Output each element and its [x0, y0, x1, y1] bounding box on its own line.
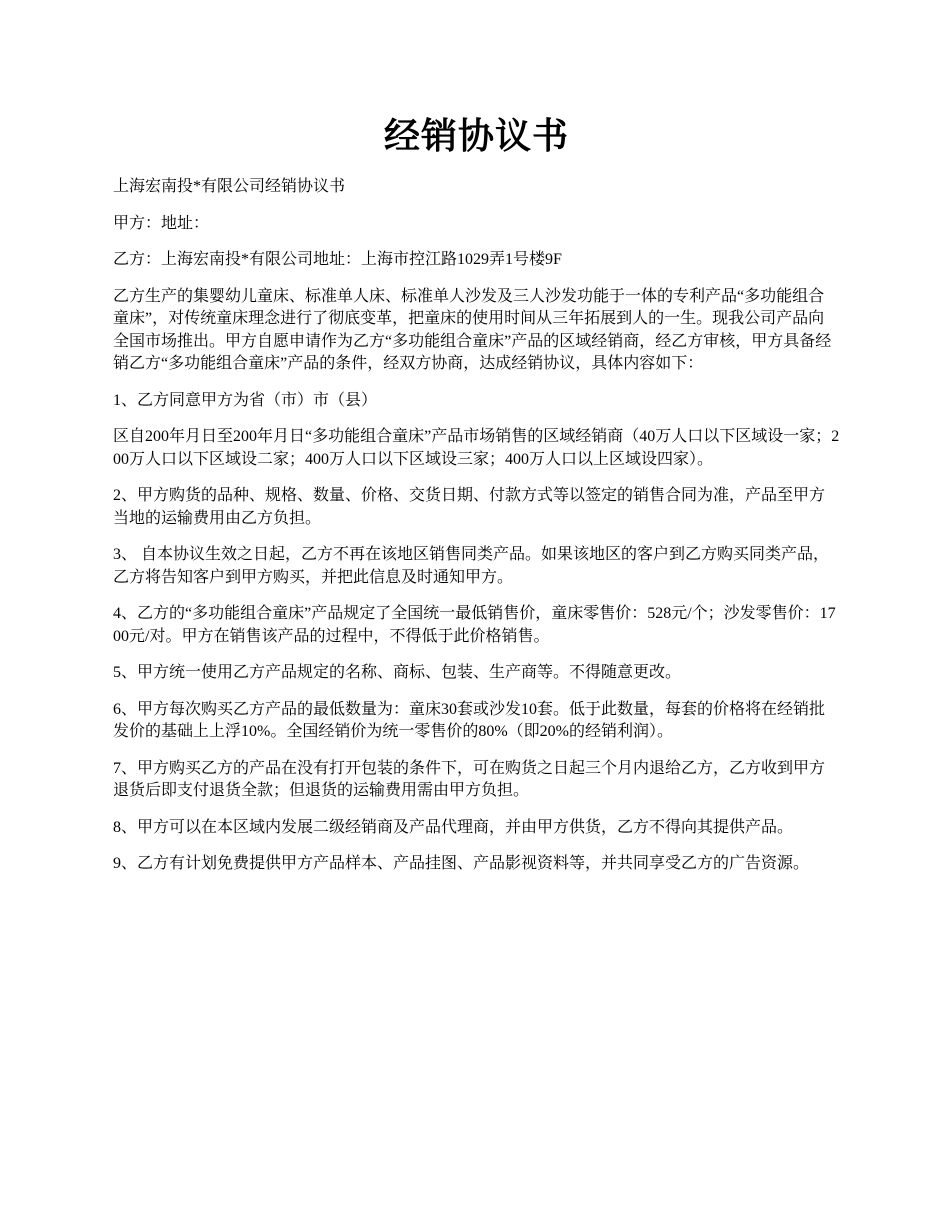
clause-1: 1、乙方同意甲方为省（市）市（县） — [113, 391, 378, 409]
clause-1-continued: 区自200年月日至200年月日“多功能组合童床”产品市场销售的区域经销商（40万人口以下区域设一家；200万人口以下区域设二家；400万人口以下区域设三家；400万人口以上区域设四家）。 — [113, 428, 840, 468]
clause-9: 9、乙方有计划免费提供甲方产品样本、产品挂图、产品影视资料等，并共同享受乙方的广告资源。 — [113, 855, 810, 872]
clause-8: 8、甲方可以在本区域内发展二级经销商及产品代理商，并由甲方供货，乙方不得向其提供产品。 — [113, 818, 794, 836]
company-heading: 上海宏南投*有限公司经销协议书 — [113, 178, 346, 195]
clause-3: 3、 自本协议生效之日起，乙方不再在该地区销售同类产品。如果该地区的客户到乙方购买同类产品，乙方将告知客户到甲方购买，并把此信息及时通知甲方。 — [113, 546, 830, 586]
document-title: 经销协议书 — [383, 116, 569, 156]
clause-7: 7、甲方购买乙方的产品在没有打开包装的条件下，可在购货之日起三个月内退给乙方，乙方收到甲方退货后即支付退货全款；但退货的运输费用需由甲方负担。 — [113, 759, 826, 799]
intro-paragraph: 乙方生产的集婴幼儿童床、标准单人床、标准单人沙发及三人沙发功能于一体的专利产品“多功能组合童床”，对传统童床理念进行了彻底变革，把童床的使用时间从三年拓展到人的一生。现我公司产品向全国市场推出。甲方自愿申请作为乙方“多功能组合童床”产品的区域经销商，经乙方审核，甲方具备经销乙方“多功能组合童床”产品的条件，经双方协商，达成经销协议，具体内容如下： — [113, 287, 832, 372]
party-a-line: 甲方：地址： — [113, 214, 210, 232]
clause-6: 6、甲方每次购买乙方产品的最低数量为：童床30套或沙发10套。低于此数量，每套的价格将在经销批发价的基础上上浮10%。全国经销价为统一零售价的80%（即20%的经销利润）。 — [113, 700, 826, 740]
document-page — [113, 110, 840, 890]
clause-5: 5、甲方统一使用乙方产品规定的名称、商标、包装、生产商等。不得随意更改。 — [113, 664, 682, 681]
clause-4: 4、乙方的“多功能组合童床”产品规定了全国统一最低销售价，童床零售价：528元/个；沙发零售价：1700元/对。甲方在销售该产品的过程中，不得低于此价格销售。 — [113, 605, 836, 645]
clause-2: 2、甲方购货的品种、规格、数量、价格、交货日期、付款方式等以签定的销售合同为准，产品至甲方当地的运输费用由乙方负担。 — [113, 487, 826, 527]
party-b-line: 乙方：上海宏南投*有限公司地址：上海市控江路1029弄1号楼9F — [113, 251, 562, 268]
